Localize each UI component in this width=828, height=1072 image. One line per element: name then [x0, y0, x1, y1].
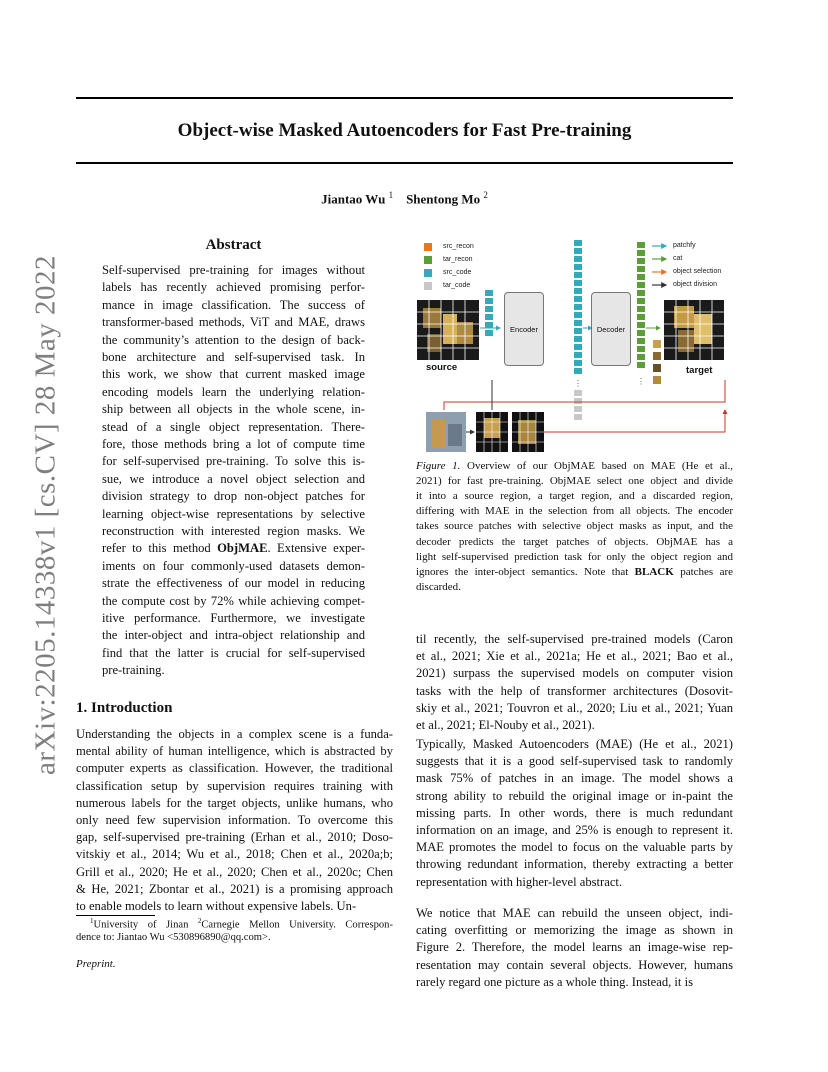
text-line: decoder predicts the target patches of objects. ObjMAE has a	[416, 535, 733, 548]
text-line: classification setup by supervision requires training with	[76, 778, 393, 793]
arxiv-stamp: arXiv:2205.14338v1 [cs.CV] 28 May 2022	[29, 254, 62, 776]
text-line: differing with MAE in the selection from all objects. The encoder	[416, 505, 733, 518]
text-line: sue, we introduce a novel object selection and	[102, 471, 365, 486]
text-line: discarded.	[416, 580, 461, 593]
svg-text:⋮: ⋮	[574, 379, 582, 388]
source-image-grid	[417, 300, 479, 360]
text-line: throwing redundant information, thereby extracting a better	[416, 857, 733, 872]
legend-swatch-tar-code	[424, 282, 432, 290]
text-line: takes source patches with selective object masks as input, and the	[416, 520, 733, 533]
text-line: bone architecture and self-supervised task. In	[102, 350, 365, 364]
text-line: Self-supervised pre-training for images without	[102, 263, 365, 277]
text-line: iments on four commonly-used datasets demon-	[102, 558, 365, 573]
text-line: only need few supervision information. To overcome this	[76, 813, 393, 827]
text-line: missing parts. In other words, there is much redundant	[416, 805, 733, 820]
title-top-rule	[76, 97, 733, 99]
text-line: ignores the inter-object semantics. Note that BLACK patches are	[416, 565, 733, 578]
legend-label: src_recon	[443, 243, 474, 250]
text-line: fore, those methods bring a lot of compute time	[102, 437, 365, 451]
text-line: find that the latter is crucial for self-supervised	[102, 645, 365, 660]
text-line: labels has recently achieved promising perfor-	[102, 280, 365, 295]
text-line: skiy et al., 2021; Touvron et al., 2020; Liu et al., 2021; Yuan	[416, 700, 733, 715]
legend-label: src_code	[443, 269, 472, 276]
text-line: information on an image, and 25% is enough to represent it.	[416, 823, 733, 837]
source-label: source	[426, 362, 458, 373]
text-line: division strategy to drop non-object patches for	[102, 489, 365, 504]
footnote-text: Carnegie Mellon University. Correspon-	[201, 919, 393, 931]
encoder-box: Encoder	[504, 292, 544, 366]
figure-bottom-row	[420, 380, 730, 456]
text-line: numerous labels for the target objects, unlike humans, who	[76, 795, 393, 810]
text-line: strate the effectiveness of our model in reducing	[102, 576, 365, 591]
text-line: 2021) surpass the supervised models on computer vision	[416, 666, 733, 681]
text-line: computer experts as classification. However, the traditional	[76, 761, 393, 776]
text-line: We notice that MAE can rebuild the unseen object, indi-	[416, 906, 733, 920]
target-label: target	[686, 365, 713, 376]
text-line: MAE promotes the model to focus on the valuable parts by	[416, 840, 733, 855]
text-line: pre-training.	[102, 663, 165, 678]
svg-text:⋮: ⋮	[637, 377, 645, 386]
text-line: encoding models learn the underlying relation-	[102, 384, 365, 399]
text-line: the compute cost by 72% while achieving compet-	[102, 593, 365, 608]
text-line: et al., 2021; Xie et al., 2021a; He et al., 2021; Bao et al.,	[416, 649, 733, 664]
text-line: for self-supervised pre-training. To solve this is-	[102, 454, 365, 469]
author-list	[76, 190, 733, 207]
text-line: 2021) for fast pre-training. ObjMAE select one object and divide	[416, 475, 733, 488]
text-line: the community’s attention to the design of back-	[102, 332, 365, 347]
text-line: Typically, Masked Autoencoders (MAE) (He et al., 2021)	[416, 737, 733, 751]
preprint-label: Preprint.	[76, 958, 116, 970]
text-line: suggests that it is a good self-supervised task to randomly	[416, 754, 733, 769]
legend-label: tar_code	[443, 282, 471, 289]
text-line: refer to this method ObjMAE. Extensive exper-	[102, 541, 366, 556]
text-line: strong ability to rebuild the original image or in-paint the	[416, 788, 733, 803]
text-line: & He, 2021; Zbontar et al., 2021) is a promising approach	[76, 881, 393, 896]
footnote-line: $^1$University of Jinan $^2$Carnegie Mellon University. Correspon-	[90, 917, 393, 931]
text-line: Grill et al., 2020; He et al., 2020; Chen et al., 2020c; Chen	[76, 864, 393, 879]
text-line: rarely regard one picture as a whole thing. Instead, it is	[416, 974, 693, 989]
text-line: mance in image classification. The success of	[102, 297, 365, 312]
text-line: til recently, the self-supervised pre-trained models (Caron	[416, 632, 733, 646]
text-line: mental ability of human intelligence, which is abstracted by	[76, 744, 393, 759]
text-line: Understanding the objects in a complex scene is a funda-	[76, 727, 393, 741]
abstract-heading: Abstract	[205, 237, 262, 253]
text-line: itive performance. Furthermore, we investigate	[102, 611, 365, 625]
title-bottom-rule	[76, 162, 733, 164]
footnote-text: University of Jinan	[93, 919, 198, 931]
legend-swatch-tar-recon	[424, 256, 432, 264]
footnote-rule	[76, 915, 155, 916]
text-line: learning object-wise representations by selective	[102, 506, 365, 521]
section-heading: 1. Introduction	[76, 700, 173, 716]
text-line: vitskiy et al., 2014; Wu et al., 2018; Chen et al., 2020a;b;	[76, 847, 393, 862]
text-line: ship between all objects in the whole scene, in-	[102, 402, 365, 417]
decoder-box: Decoder	[591, 292, 631, 366]
author-name: Shentong Mo	[406, 191, 481, 207]
legend-label: object division	[673, 281, 717, 288]
text-line: Figure 2. Therefore, the model learns an image-wise rep-	[416, 940, 733, 955]
paper-title: Object-wise Masked Autoencoders for Fast Pre-training	[177, 120, 632, 141]
text-line: it into a source region, a target region, and a discarded region,	[416, 490, 733, 503]
text-line: et al., 2021; El-Nouby et al., 2021).	[416, 718, 595, 732]
legend-label: patchfy	[673, 242, 696, 249]
text-line: to enable models to learn without expensive labels. Un-	[76, 899, 357, 913]
text-line: stead of a single object representation. There-	[102, 419, 365, 434]
author-affiliation: 1	[388, 190, 394, 200]
legend-label: tar_recon	[443, 256, 473, 263]
text-line: reconstruction with interested region masks. We	[102, 524, 365, 538]
text-line: Figure 1. Overview of our ObjMAE based on MAE (He et al.,	[416, 460, 734, 472]
legend-swatch-src-code	[424, 269, 432, 277]
author-affiliation: 2	[483, 190, 488, 200]
legend-label: cat	[673, 255, 683, 262]
legend-label: object selection	[673, 268, 722, 275]
text-line: resentation may contain several objects. However, humans	[416, 957, 733, 972]
text-line: transformer-based methods, ViT and MAE, draws	[102, 315, 365, 330]
text-line: cating overfitting or memorizing the image as shown in	[416, 923, 733, 938]
text-line: the inter-object and intra-object relationship and	[102, 628, 365, 643]
target-image-grid	[664, 300, 724, 360]
text-line: tasks with the help of transformer architectures (Dosovit-	[416, 683, 733, 698]
text-line: this work, we show that current masked image	[102, 367, 365, 382]
text-line: light self-supervised prediction task for only the object region and	[416, 550, 733, 563]
footnote-line: dence to: Jiantao Wu <530896890@qq.com>.	[76, 932, 271, 943]
author-name: Jiantao Wu	[321, 191, 386, 207]
text-line: gap, self-supervised pre-training (Erhan et al., 2010; Doso-	[76, 830, 393, 845]
text-line: representation with higher-level abstract.	[416, 874, 623, 889]
text-line: mask 75% of patches in an image. The model shows a	[416, 771, 733, 786]
legend-swatch-src-recon	[424, 243, 432, 251]
